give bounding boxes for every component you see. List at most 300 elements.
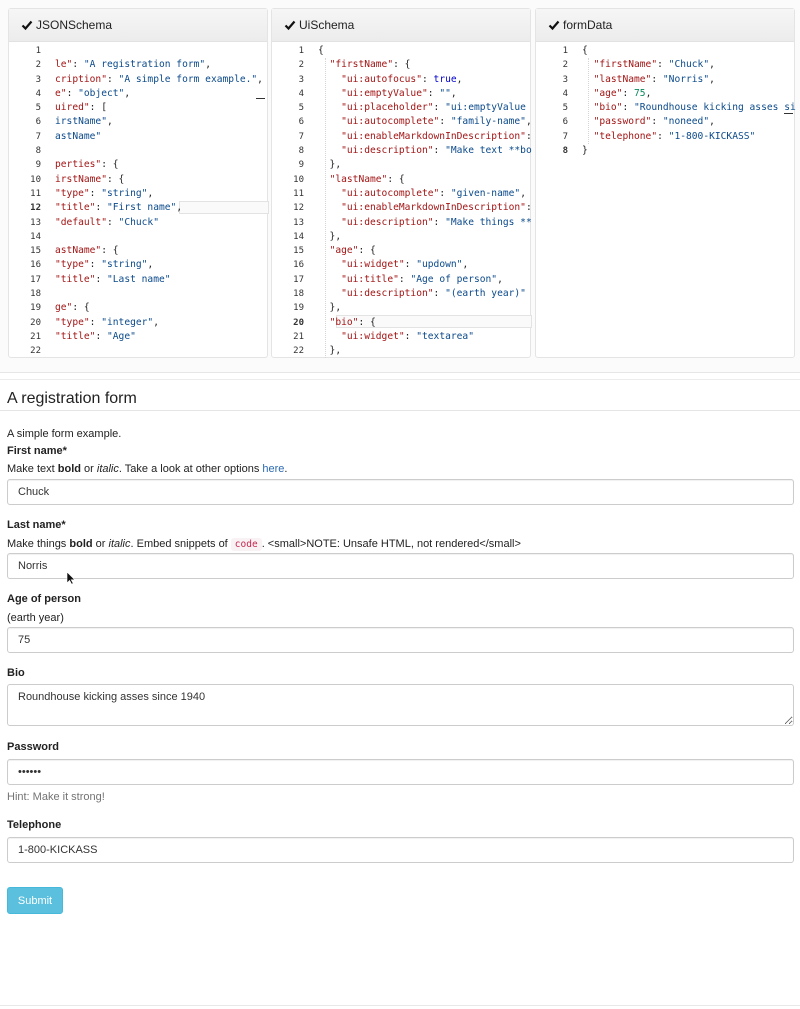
code-token: "" xyxy=(439,87,451,99)
code-line[interactable] xyxy=(55,230,267,244)
line-number: 17 xyxy=(293,274,304,285)
code-token: "string" xyxy=(101,187,148,199)
check-icon xyxy=(21,19,33,31)
line-number: 2 xyxy=(35,60,41,71)
code-token: , xyxy=(147,259,154,271)
check-icon xyxy=(284,19,296,31)
code-token: , xyxy=(520,187,526,199)
line-number: 21 xyxy=(293,331,304,342)
code-lines[interactable] xyxy=(55,44,267,359)
code-token: }, xyxy=(318,230,342,242)
form-data-header xyxy=(536,9,794,42)
code-token xyxy=(318,317,330,328)
line-number: 1 xyxy=(35,46,41,56)
code-token: "type" xyxy=(55,259,90,271)
line-number: 11 xyxy=(293,188,304,199)
line-number: 12 xyxy=(30,203,41,214)
code-line[interactable] xyxy=(55,201,267,215)
line-number: 2 xyxy=(298,60,304,71)
code-line[interactable] xyxy=(582,115,794,129)
line-number: 1 xyxy=(298,46,304,56)
code-token: true xyxy=(433,73,457,85)
code-token: : xyxy=(89,187,102,199)
code-token: "(earth year)" xyxy=(445,288,526,300)
code-token: : xyxy=(66,87,79,99)
help-here-link[interactable]: here xyxy=(262,463,285,475)
line-number: 21 xyxy=(30,331,41,342)
code-token: "ui:widget" xyxy=(341,259,405,271)
code-token: , xyxy=(525,116,532,128)
code-token: "ui:widget" xyxy=(341,330,405,342)
age-help: (earth year) xyxy=(7,612,64,624)
code-token xyxy=(318,259,341,270)
code-line[interactable] xyxy=(582,144,794,158)
code-token: "A registration form" xyxy=(83,59,206,71)
code-token: irstName" xyxy=(55,173,107,185)
code-line[interactable] xyxy=(55,330,267,344)
section-divider xyxy=(0,379,800,380)
code-token: : xyxy=(106,73,119,85)
bio-textarea[interactable] xyxy=(7,684,794,726)
code-token: : xyxy=(657,59,669,71)
code-token: , xyxy=(257,73,263,85)
code-line[interactable] xyxy=(582,101,794,115)
code-line[interactable] xyxy=(318,115,530,129)
code-token: "updown" xyxy=(416,259,463,271)
scrollbar-marker[interactable] xyxy=(256,98,265,99)
code-token: , xyxy=(645,87,652,99)
code-token: : { xyxy=(393,59,411,71)
code-token: ge" xyxy=(55,302,73,314)
help-text: . Embed snippets of xyxy=(130,538,231,550)
code-line[interactable] xyxy=(318,201,530,215)
line-number: 4 xyxy=(562,88,568,99)
code-token: : { xyxy=(101,159,119,171)
code-token: "firstName" xyxy=(593,59,658,71)
code-token xyxy=(582,102,594,113)
code-line[interactable] xyxy=(55,130,267,144)
code-line[interactable] xyxy=(55,273,267,287)
code-line[interactable] xyxy=(582,130,794,144)
line-number: 12 xyxy=(293,203,304,214)
help-text: or xyxy=(80,463,97,475)
code-token: perties" xyxy=(55,159,102,171)
code-token: "Chuck" xyxy=(668,59,710,71)
help-italic: italic xyxy=(108,538,131,550)
code-line[interactable] xyxy=(318,130,530,144)
code-line[interactable] xyxy=(55,44,267,58)
line-number: 18 xyxy=(30,289,41,300)
code-token: "type" xyxy=(55,316,90,328)
code-token: } xyxy=(582,145,588,157)
line-number: 20 xyxy=(293,317,304,328)
code-token xyxy=(318,145,341,156)
code-line[interactable] xyxy=(55,216,267,230)
help-code: code xyxy=(231,538,262,551)
code-token: , xyxy=(709,116,715,128)
code-line[interactable] xyxy=(318,273,530,287)
code-line[interactable] xyxy=(318,44,530,58)
line-gutter xyxy=(272,44,310,359)
code-token xyxy=(318,102,341,113)
line-number: 4 xyxy=(35,88,41,99)
code-token: : { xyxy=(72,302,90,314)
code-lines[interactable] xyxy=(582,44,794,158)
bio-label: Bio xyxy=(7,667,25,679)
line-number: 15 xyxy=(30,246,41,257)
code-line[interactable] xyxy=(318,87,530,101)
code-line[interactable] xyxy=(318,73,530,87)
code-token: "default" xyxy=(55,216,107,228)
code-token: }, xyxy=(318,345,342,357)
code-token: , xyxy=(153,316,159,328)
code-line[interactable] xyxy=(55,301,267,315)
line-number: 3 xyxy=(562,74,568,85)
editors-area xyxy=(0,0,800,373)
code-token: "Roundhouse kicking asses si xyxy=(634,102,796,114)
code-line[interactable] xyxy=(55,258,267,272)
code-token: "Norris" xyxy=(662,73,710,85)
help-text: . Take a look at other options xyxy=(118,463,263,475)
line-number: 1 xyxy=(562,46,568,56)
code-token xyxy=(318,202,341,213)
line-number: 2 xyxy=(562,60,568,71)
code-token: { xyxy=(318,45,324,56)
telephone-input[interactable] xyxy=(7,837,794,863)
code-token: : xyxy=(95,330,107,342)
code-token: : xyxy=(433,216,446,228)
line-number: 22 xyxy=(30,346,41,357)
line-number: 14 xyxy=(30,231,41,242)
code-token: "telephone" xyxy=(593,130,658,142)
code-line[interactable] xyxy=(55,158,267,172)
code-line[interactable] xyxy=(318,144,530,158)
code-line[interactable] xyxy=(582,44,794,58)
submit-button[interactable]: Submit xyxy=(7,887,63,914)
code-token: : xyxy=(622,102,635,114)
code-token: : xyxy=(89,259,102,271)
code-token: "age" xyxy=(329,245,359,257)
code-token: "title" xyxy=(55,202,96,214)
code-token: le" xyxy=(55,59,73,71)
bottom-divider xyxy=(0,1005,800,1006)
code-token: astName" xyxy=(55,130,102,142)
line-gutter xyxy=(9,44,47,359)
code-token: "1-800-KICKASS" xyxy=(668,130,756,142)
json-schema-header xyxy=(9,9,267,42)
code-token xyxy=(318,74,341,85)
line-number: 7 xyxy=(298,131,304,142)
code-token: : xyxy=(404,330,417,342)
code-token: : xyxy=(651,73,663,85)
code-token: : xyxy=(421,73,434,85)
code-token: "lastName" xyxy=(329,173,388,185)
registration-form xyxy=(7,388,794,907)
code-token: : xyxy=(433,102,446,114)
ui-schema-title: UiSchema xyxy=(299,18,355,32)
code-token: "ui:description" xyxy=(341,216,434,228)
ui-schema-header xyxy=(272,9,530,42)
password-label: Password xyxy=(7,741,59,753)
code-token: : xyxy=(525,202,532,214)
code-token: { xyxy=(582,45,588,56)
line-number: 5 xyxy=(562,103,568,114)
line-number: 6 xyxy=(562,117,568,128)
form-description: A simple form example. xyxy=(7,428,122,440)
code-line[interactable] xyxy=(55,101,267,115)
code-token: : [ xyxy=(89,102,107,114)
line-number: 20 xyxy=(30,317,41,328)
last-name-label: Last name* xyxy=(7,519,66,531)
code-token xyxy=(582,59,594,70)
help-text: Make things xyxy=(7,538,70,550)
code-token xyxy=(582,116,594,127)
code-token: : xyxy=(525,130,532,142)
line-number: 16 xyxy=(293,260,304,271)
code-token: "A simple form example." xyxy=(118,73,258,85)
code-token: "integer" xyxy=(101,316,154,328)
mouse-cursor-icon xyxy=(66,571,76,585)
line-number: 6 xyxy=(298,117,304,128)
code-token: "First name" xyxy=(107,202,177,214)
code-line[interactable] xyxy=(318,187,530,201)
help-italic: italic xyxy=(96,463,119,475)
code-token: : { xyxy=(358,316,376,328)
line-number: 7 xyxy=(35,131,41,142)
ui-schema-editor[interactable] xyxy=(272,42,530,358)
check-icon xyxy=(548,19,560,31)
line-number: 8 xyxy=(35,146,41,157)
code-token xyxy=(582,131,594,142)
code-line[interactable] xyxy=(318,301,530,315)
code-line[interactable] xyxy=(55,287,267,301)
help-text: . xyxy=(284,463,288,475)
line-number: 9 xyxy=(298,160,304,171)
code-token: , xyxy=(456,73,463,85)
password-hint: Hint: Make it strong! xyxy=(7,791,105,803)
code-token: astName" xyxy=(55,245,102,257)
code-token: , xyxy=(176,202,183,214)
code-token: "ui:emptyValue" xyxy=(341,87,428,99)
code-token: : xyxy=(95,273,107,285)
code-token: , xyxy=(450,87,457,99)
code-line[interactable] xyxy=(318,58,530,72)
code-token: , xyxy=(106,116,113,128)
line-number: 19 xyxy=(293,303,304,314)
last-name-help xyxy=(7,538,521,550)
first-name-help xyxy=(7,463,287,475)
scrollbar-marker[interactable] xyxy=(784,113,793,114)
code-token: , xyxy=(709,59,715,71)
line-number: 17 xyxy=(30,274,41,285)
code-token: : xyxy=(433,288,446,300)
code-token: : { xyxy=(101,245,119,257)
code-token: , xyxy=(462,259,469,271)
code-token xyxy=(318,59,330,70)
json-schema-panel[interactable] xyxy=(8,8,268,358)
code-line[interactable] xyxy=(318,173,530,187)
code-token: "Age of person" xyxy=(410,273,498,285)
code-lines[interactable] xyxy=(318,44,530,359)
line-number: 11 xyxy=(30,188,41,199)
code-token xyxy=(318,188,341,199)
code-line[interactable] xyxy=(318,230,530,244)
code-line[interactable] xyxy=(318,316,530,330)
code-token: "Make things ** xyxy=(445,216,532,228)
code-token: "ui:autocomplete" xyxy=(341,116,440,128)
telephone-label: Telephone xyxy=(7,819,62,831)
first-name-label: First name* xyxy=(7,445,67,457)
code-token: , xyxy=(497,273,503,285)
code-token xyxy=(582,74,594,85)
code-token: 75 xyxy=(634,87,646,99)
code-token: "given-name" xyxy=(450,187,521,199)
last-name-input[interactable] xyxy=(7,553,794,579)
form-title: A registration form xyxy=(7,390,137,407)
code-token xyxy=(582,88,594,99)
code-line[interactable] xyxy=(55,187,267,201)
code-token: : xyxy=(657,130,669,142)
code-token: e" xyxy=(55,87,67,99)
code-line[interactable] xyxy=(318,287,530,301)
code-token: "ui:enableMarkdownInDescription" xyxy=(341,202,526,214)
code-token: : { xyxy=(358,245,376,257)
json-schema-title: JSONSchema xyxy=(36,18,113,32)
line-number: 9 xyxy=(35,160,41,171)
line-number: 8 xyxy=(298,146,304,157)
code-token: "title" xyxy=(55,330,96,342)
code-line[interactable] xyxy=(582,87,794,101)
help-text: Make text xyxy=(7,463,58,475)
code-line[interactable] xyxy=(55,316,267,330)
code-line[interactable] xyxy=(55,58,267,72)
first-name-input[interactable] xyxy=(7,479,794,505)
code-token: irstName" xyxy=(55,116,107,128)
code-line[interactable] xyxy=(318,258,530,272)
code-token: "Age" xyxy=(107,330,136,342)
code-token: : xyxy=(433,145,446,157)
code-token: "family-name" xyxy=(450,116,526,128)
line-number: 5 xyxy=(35,103,41,114)
code-token: "string" xyxy=(101,259,148,271)
code-line[interactable] xyxy=(55,73,267,87)
code-token: , xyxy=(124,87,131,99)
code-token: "noneed" xyxy=(662,116,710,128)
code-token: "ui:title" xyxy=(341,273,399,285)
code-token xyxy=(318,274,341,285)
json-schema-editor[interactable] xyxy=(9,42,267,358)
code-line[interactable] xyxy=(582,73,794,87)
line-number: 15 xyxy=(293,246,304,257)
code-line[interactable] xyxy=(318,344,530,358)
code-line[interactable] xyxy=(582,58,794,72)
code-token xyxy=(318,174,330,185)
code-line[interactable] xyxy=(318,244,530,258)
code-token: : xyxy=(622,87,635,99)
code-token: "ui:autocomplete" xyxy=(341,187,440,199)
code-token xyxy=(318,116,341,127)
age-input[interactable] xyxy=(7,627,794,653)
help-bold: bold xyxy=(57,463,81,475)
code-line[interactable] xyxy=(318,216,530,230)
form-data-panel[interactable] xyxy=(535,8,795,358)
line-number: 3 xyxy=(298,74,304,85)
code-token: }, xyxy=(318,159,342,171)
code-line[interactable] xyxy=(55,87,267,101)
code-token: : xyxy=(89,316,102,328)
code-token: "ui:description" xyxy=(341,145,434,157)
code-line[interactable] xyxy=(55,144,267,158)
line-number: 7 xyxy=(562,131,568,142)
code-token: : { xyxy=(387,173,405,185)
code-token: : { xyxy=(106,173,125,185)
code-line[interactable] xyxy=(55,244,267,258)
code-line[interactable] xyxy=(55,115,267,129)
code-token: "textarea" xyxy=(416,330,474,342)
code-token: "ui:placeholder" xyxy=(341,102,434,114)
code-line[interactable] xyxy=(318,158,530,172)
form-data-editor[interactable] xyxy=(536,42,794,358)
form-data-title: formData xyxy=(563,18,613,32)
code-token: , xyxy=(205,59,211,71)
code-line[interactable] xyxy=(318,330,530,344)
help-text: or xyxy=(92,538,109,550)
line-number: 16 xyxy=(30,260,41,271)
code-token: , xyxy=(147,187,154,199)
code-line[interactable] xyxy=(318,101,530,115)
line-number: 13 xyxy=(30,217,41,228)
code-token: }, xyxy=(318,302,342,314)
code-token: : xyxy=(398,273,411,285)
age-label: Age of person xyxy=(7,593,81,605)
code-token: "firstName" xyxy=(329,59,394,71)
code-token: : xyxy=(72,59,84,71)
code-token: : xyxy=(439,116,451,128)
line-number: 22 xyxy=(293,346,304,357)
code-token: "bio" xyxy=(329,316,359,328)
line-number: 6 xyxy=(35,117,41,128)
ui-schema-panel[interactable] xyxy=(271,8,531,358)
code-token: "ui:enableMarkdownInDescription" xyxy=(341,130,526,142)
code-token: "password" xyxy=(593,116,652,128)
code-line[interactable] xyxy=(55,173,267,187)
line-gutter xyxy=(536,44,574,158)
code-token xyxy=(318,288,341,299)
password-input[interactable] xyxy=(7,759,794,785)
code-line[interactable] xyxy=(55,344,267,358)
code-token: : xyxy=(427,87,440,99)
code-token: "ui:autofocus" xyxy=(341,73,422,85)
code-token: "Last name" xyxy=(107,273,171,285)
code-token: : xyxy=(95,202,107,214)
code-token xyxy=(318,331,341,342)
code-token: "ui:emptyValue xyxy=(445,102,526,114)
line-number: 4 xyxy=(298,88,304,99)
code-token: uired" xyxy=(55,102,90,114)
line-number: 19 xyxy=(30,303,41,314)
title-divider xyxy=(0,410,800,411)
code-token xyxy=(318,131,341,142)
line-number: 13 xyxy=(293,217,304,228)
line-number: 18 xyxy=(293,289,304,300)
code-token: "lastName" xyxy=(593,73,652,85)
code-token: "title" xyxy=(55,273,96,285)
line-number: 3 xyxy=(35,74,41,85)
code-token: "object" xyxy=(78,87,125,99)
code-token: "ui:description" xyxy=(341,288,434,300)
line-number: 5 xyxy=(298,103,304,114)
line-number: 10 xyxy=(293,174,304,185)
